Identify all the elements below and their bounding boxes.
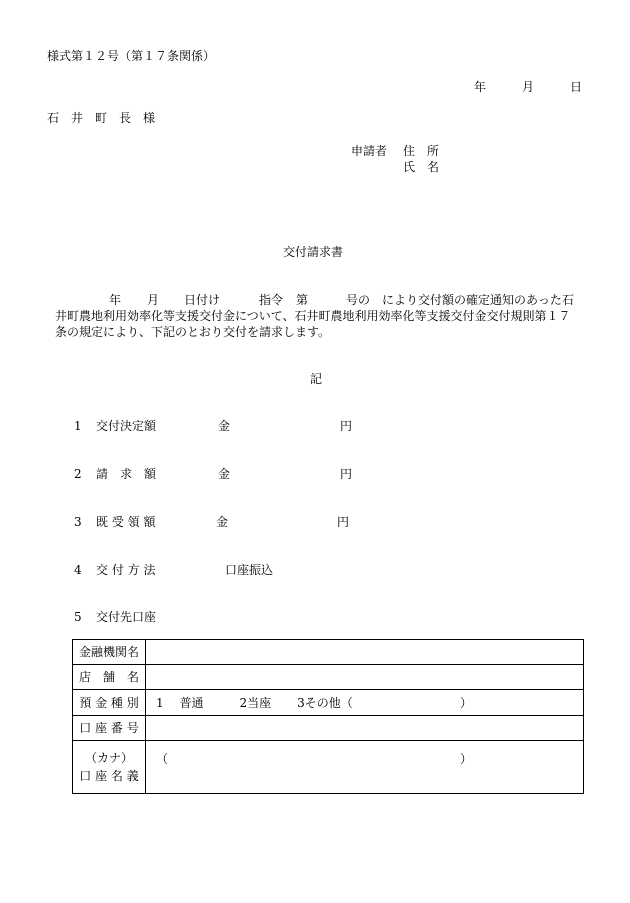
item-label: 交付決定額 [96,419,157,433]
body-number-prefix: 第 [296,293,309,307]
bank-name-label: 金融機関名 [73,640,146,665]
table-row [73,716,584,741]
account-number-field[interactable] [146,716,584,741]
branch-name-label: 店 舗 名 [73,665,146,690]
kana-open-paren: （ [156,752,169,766]
branch-name-field[interactable] [146,665,584,690]
deposit-option-current: 2当座 [239,695,272,710]
bank-name-field[interactable] [146,640,584,665]
method-number: 4 [74,563,82,577]
account-holder-label [73,741,146,794]
account-holder-field[interactable] [146,741,584,794]
table-row [73,665,584,690]
form-number: 様式第１２号（第１７条関係） [47,49,216,63]
body-year: 年 [109,293,122,307]
table-row [73,741,584,794]
account-heading: 交付先口座 [96,610,157,624]
kana-label: （カナ） [84,751,133,765]
deposit-option-other: 3その他（ [297,695,353,710]
deposit-type-field[interactable] [146,690,584,716]
body-date-suffix: 日付け [184,293,221,307]
item-number: 2 [74,467,82,481]
deposit-type-label: 預 金 種 別 [73,690,146,716]
document-title: 交付請求書 [283,245,344,259]
body-directive: 指令 [259,293,284,307]
item-kin: 金 [216,515,229,529]
applicant-name-label: 氏 名 [403,160,440,174]
date-year-label: 年 [474,80,487,94]
item-number: 1 [74,419,82,433]
ki-heading: 記 [310,372,323,386]
table-row [73,640,584,665]
item-kin: 金 [218,467,231,481]
method-value: 口座振込 [225,563,274,577]
date-month-label: 月 [522,80,535,94]
item-yen: 円 [340,467,353,481]
body-line1-end: 号の により交付額の確定通知のあった石 [346,293,574,307]
kana-close-paren: ） [460,752,473,766]
method-label: 交 付 方 法 [96,563,156,577]
item-kin: 金 [218,419,231,433]
body-line3: 条の規定により、下記のとおり交付を請求します。 [55,325,331,339]
deposit-option-ordinary: 1 普通 [156,695,204,710]
table-row [73,690,584,716]
body-line2: 井町農地利用効率化等支援交付金について、石井町農地利用効率化等支援交付金交付規則第１７ [55,309,571,323]
body-month: 月 [147,293,160,307]
item-yen: 円 [340,419,353,433]
item-number: 3 [74,515,82,529]
holder-label: 口 座 名 義 [79,769,139,783]
addressee: 石 井 町 長 様 [47,111,156,125]
item-label: 請 求 額 [96,467,157,481]
account-number-label: 口 座 番 号 [73,716,146,741]
applicant-address-label: 住 所 [403,144,440,158]
other-close-paren: ） [460,695,473,710]
item-label: 既 受 領 額 [96,515,156,529]
item-yen: 円 [337,515,350,529]
date-day-label: 日 [570,80,583,94]
applicant-label: 申請者 [351,144,388,158]
account-table [72,639,584,794]
account-number: 5 [74,610,82,624]
